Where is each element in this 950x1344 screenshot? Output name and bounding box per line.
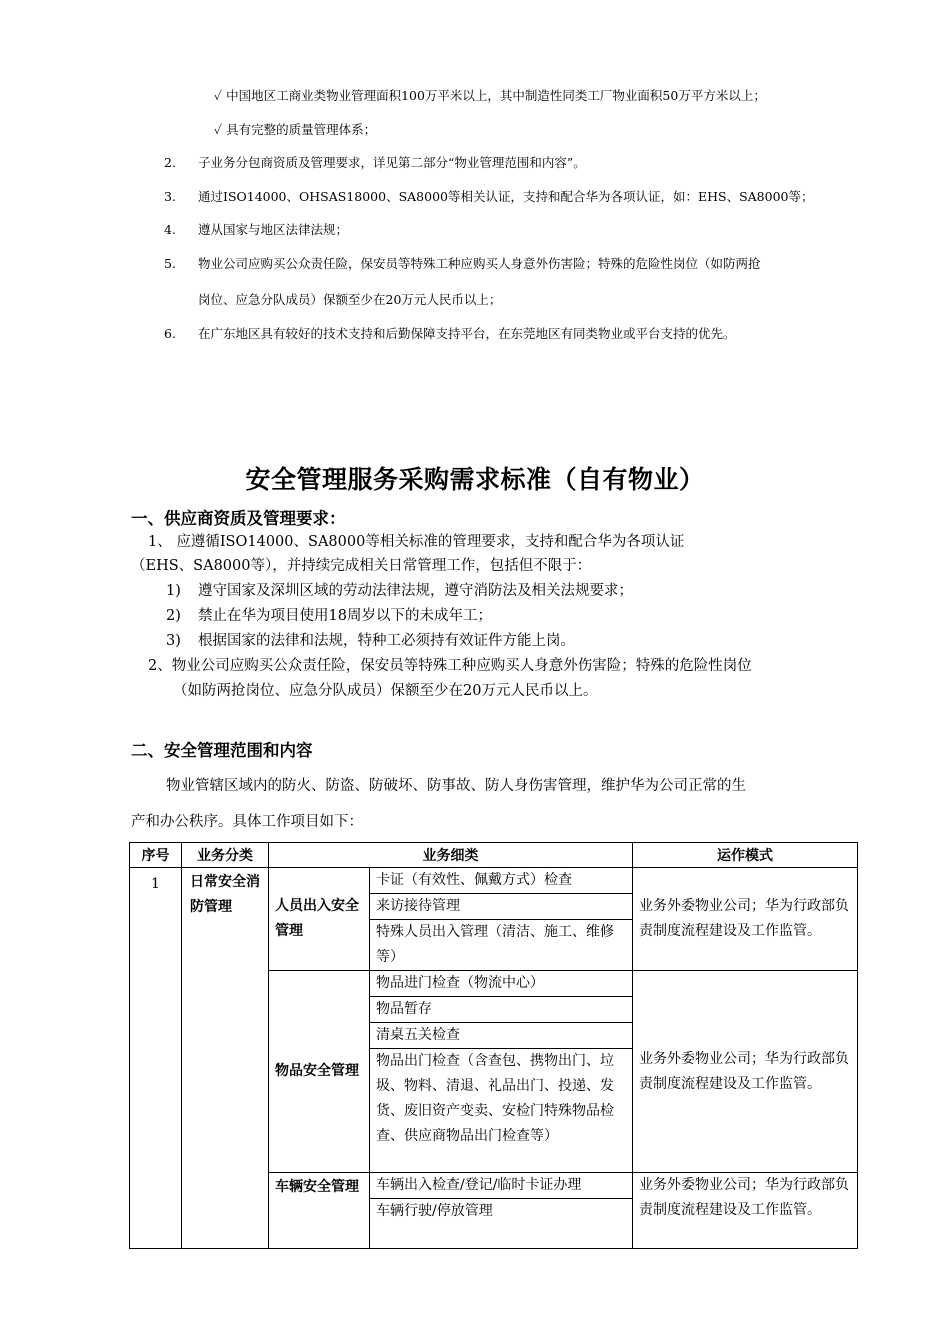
group-cell: [269, 1173, 370, 1249]
mode-cell: [633, 1173, 858, 1249]
item-text: 车辆出入检查/登记/临时卡证办理: [370, 1173, 632, 1199]
table-header-row: [130, 843, 858, 868]
list-num: 1): [166, 583, 181, 599]
check-item-1: [214, 86, 766, 104]
mode-text: 业务外委物业公司；华为行政部负责制度流程建设及工作监管。: [639, 898, 849, 939]
mode-cell: [633, 971, 858, 1173]
items-cell: [370, 1173, 633, 1249]
table-row: [130, 868, 858, 971]
paragraph-line: 2、物业公司应购买公众责任险，保安员等特殊工种应购买人身意外伤害险；特殊的危险性岗位: [148, 658, 752, 674]
list-text: 遵守国家及深圳区域的劳动法律法规，遵守消防法及相关法规要求；: [198, 583, 633, 599]
list-item: [164, 220, 348, 238]
list-num: 3): [166, 633, 181, 649]
category-cell: [182, 868, 269, 1249]
paragraph-line: （如防两抢岗位、应急分队成员）保额至少在20万元人民币以上。: [173, 683, 598, 699]
list-num: 5.: [164, 256, 176, 271]
list-num: 4.: [164, 222, 176, 237]
row-number-cell: [130, 868, 182, 1249]
list-num: 6.: [164, 326, 176, 341]
section-heading-2: 二、安全管理范围和内容: [131, 741, 313, 760]
sub-list-item: [166, 604, 492, 625]
item-text: 物品出门检查（含查包、携物出门、垃圾、物料、清退、礼品出门、投递、发货、废旧资产变卖、安检门特殊物品检查、供应商物品出门检查等）: [376, 1053, 614, 1144]
check-item-2: [214, 120, 376, 138]
group-name: 物品安全管理: [275, 1063, 359, 1079]
list-item: [164, 187, 813, 205]
item-text: 来访接待管理: [370, 894, 632, 920]
list-num: 2): [166, 608, 181, 624]
item-text: 物品进门检查（物流中心）: [370, 971, 632, 997]
item-text: 特殊人员出入管理（清洁、施工、维修等）: [376, 924, 614, 965]
item-text: 卡证（有效性、佩戴方式）检查: [370, 868, 632, 894]
group-cell: [269, 868, 370, 971]
items-cell: [370, 971, 633, 1173]
paragraph-line: 1、 应遵循ISO14000、SA8000等相关标准的管理要求，支持和配合华为各项认证: [148, 534, 685, 550]
list-item: [164, 324, 736, 342]
list-text: 在广东地区具有较好的技术支持和后勤保障支持平台，在东莞地区有同类物业或平台支持的优先。: [198, 326, 736, 341]
row-number: 1: [151, 876, 160, 892]
list-text: 根据国家的法律和法规，特种工必须持有效证件方能上岗。: [198, 633, 575, 649]
checkmark-icon: ✓: [214, 88, 223, 103]
items-cell: [370, 868, 633, 971]
sub-list-item: [166, 579, 633, 600]
paragraph-line: （EHS、SA8000等），并持续完成相关日常管理工作，包括但不限于：: [131, 558, 592, 574]
checkmark-icon: ✓: [214, 122, 223, 137]
category-text: 日常安全消防管理: [190, 874, 260, 915]
check-item-text: 具有完整的质量管理体系；: [226, 122, 377, 137]
page-title: 安全管理服务采购需求标准（自有物业）: [245, 465, 705, 494]
mode-text: 业务外委物业公司；华为行政部负责制度流程建设及工作监管。: [639, 1050, 849, 1092]
list-item: [164, 153, 586, 171]
list-text: 遵从国家与地区法律法规；: [198, 222, 349, 237]
item-text: 车辆行驶/停放管理: [376, 1203, 493, 1219]
mode-cell: [633, 868, 858, 971]
check-item-text: 中国地区工商业类物业管理面积100万平米以上，其中制造性同类工厂物业面积50万平方米以上；: [226, 88, 766, 103]
mode-text: 业务外委物业公司；华为行政部负责制度流程建设及工作监管。: [639, 1177, 849, 1218]
header-cell: 业务细类: [269, 843, 633, 868]
item-text: 清桌五关检查: [370, 1023, 632, 1049]
list-item-continuation: 岗位、应急分队成员）保额至少在20万元人民币以上；: [198, 292, 502, 307]
list-text: 通过ISO14000、OHSAS18000、SA8000等相关认证，支持和配合华为各项认证，如：EHS、SA8000等；: [198, 189, 814, 204]
service-table: [129, 842, 858, 1249]
list-num: 3.: [164, 189, 176, 204]
header-cell: 运作模式: [633, 843, 858, 868]
list-num: 2.: [164, 155, 176, 170]
list-text: 子业务分包商资质及管理要求，详见第二部分“物业管理范围和内容”。: [198, 155, 586, 170]
list-item: [164, 254, 761, 272]
header-cell: 业务分类: [182, 843, 269, 868]
section-heading-1: 一、供应商资质及管理要求：: [131, 509, 346, 528]
group-name: 车辆安全管理: [275, 1179, 359, 1195]
group-cell: [269, 971, 370, 1173]
paragraph-line: 产和办公秩序。具体工作项目如下：: [131, 814, 363, 830]
header-cell: 序号: [130, 843, 182, 868]
paragraph-line: 物业管辖区域内的防火、防盗、防破坏、防事故、防人身伤害管理，维护华为公司正常的生: [166, 778, 746, 794]
item-text: 物品暂存: [370, 997, 632, 1023]
sub-list-item: [166, 629, 575, 650]
group-name: 人员出入安全管理: [275, 898, 359, 939]
list-text: 禁止在华为项目使用18周岁以下的未成年工；: [198, 608, 492, 624]
list-text: 物业公司应购买公众责任险，保安员等特殊工种应购买人身意外伤害险；特殊的危险性岗位（如防两抢: [198, 256, 761, 271]
